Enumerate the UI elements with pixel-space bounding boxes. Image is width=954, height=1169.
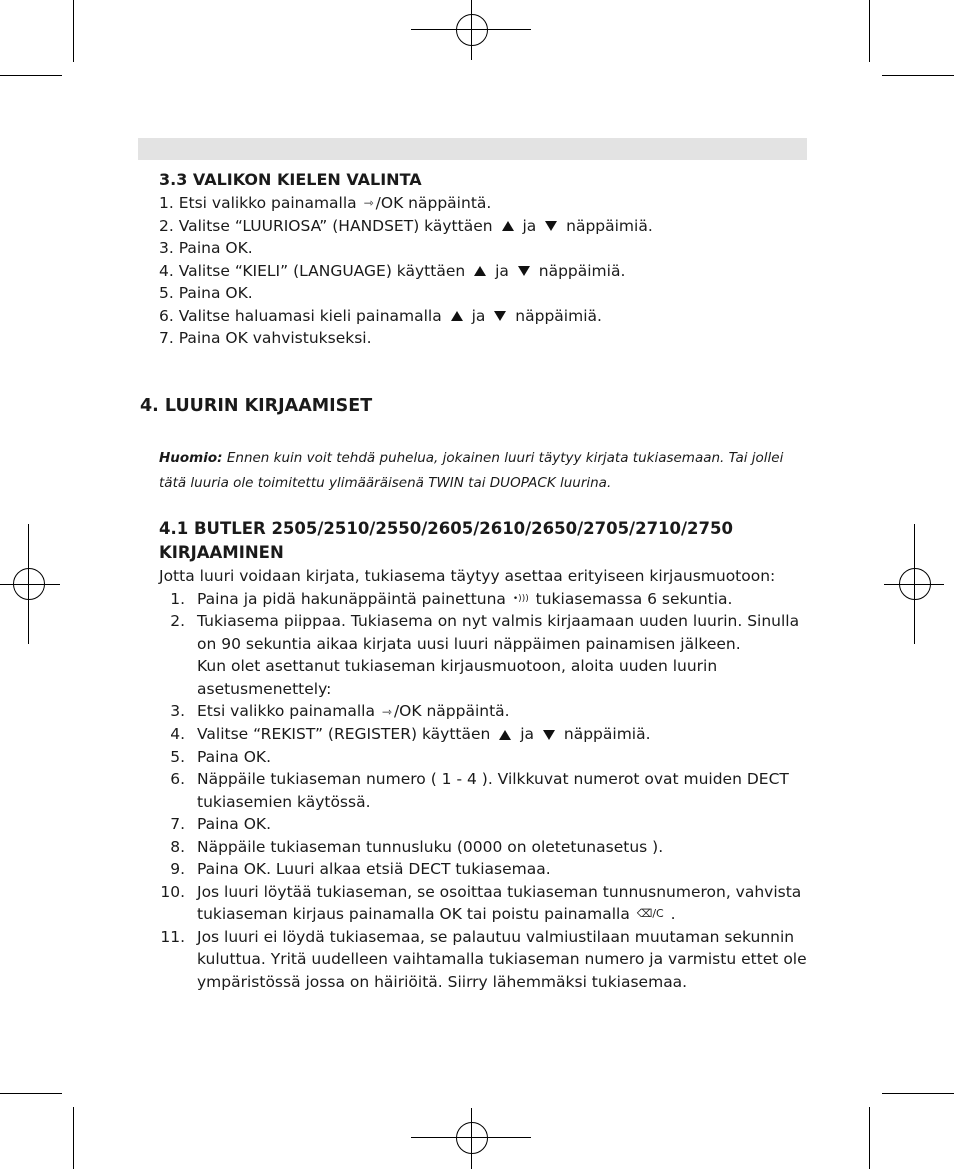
list-item: 1. Paina ja pidä hakunäppäintä painettuna •))) tukiasemassa 6 sekuntia. [159, 588, 809, 611]
list-item: 9. Paina OK. Luuri alkaa etsiä DECT tukiasemaa. [170, 860, 551, 878]
list-item: 8. Näppäile tukiaseman tunnusluku (0000 on oletetunasetus ). [170, 837, 664, 856]
crop-mark [882, 75, 954, 76]
clear-key-icon: ⌫/C [636, 907, 664, 921]
menu-arrow-icon: ⇾ [381, 704, 392, 719]
list-item: 2. Tukiasema piippaa. Tukiasema on nyt valmis kirjaamaan uuden luurin. Sinulla on 90 sekuntia aikaa kirjata uusi luuri näppäimen painamisen jälkeen. Kun olet asettanut tukiaseman kirjausmuotoon, aloita uuden luurin asetusmenettely: [170, 612, 800, 698]
down-arrow-icon [543, 730, 555, 740]
list-item: 3. Etsi valikko painamalla ⇾ /OK näppäintä. [159, 700, 809, 723]
section-title: 4.1 BUTLER 2505/2510/2550/2605/2610/2650/2705/2710/2750 [159, 519, 733, 538]
list-item: 7. Paina OK. [170, 815, 271, 833]
up-arrow-icon [499, 730, 511, 740]
up-arrow-icon [474, 266, 486, 276]
menu-arrow-icon: ⇾ [363, 196, 374, 211]
up-arrow-icon [502, 221, 514, 231]
section-title: 3.3 VALIKON KIELEN VALINTA [159, 170, 422, 189]
list-item: 6. Näppäile tukiaseman numero ( 1 - 4 ). Vilkkuvat numerot ovat muiden DECT tukiasemien käytössä. [170, 770, 789, 811]
crop-mark [869, 0, 870, 62]
list-item: 5. Paina OK. [170, 747, 271, 766]
crop-mark [869, 1107, 870, 1169]
section-3-3 [159, 169, 809, 350]
header-band [138, 138, 807, 160]
crop-mark [882, 1093, 954, 1094]
section-heading: 4. LUURIN KIRJAAMISET [140, 396, 373, 416]
down-arrow-icon [494, 311, 506, 321]
registration-mark [914, 524, 915, 644]
registration-mark [456, 14, 488, 46]
crop-mark [73, 1107, 74, 1169]
list-item: 7. Paina OK vahvistukseksi. [159, 329, 372, 348]
down-arrow-icon [518, 266, 530, 276]
list-item: 3. Paina OK. [159, 239, 253, 258]
section-4-1 [159, 516, 809, 993]
down-arrow-icon [545, 221, 557, 231]
note: Huomio: Ennen kuin voit tehdä puhelua, jokainen luuri täytyy kirjata tukiasemaan. Tai jollei tätä luuria ole toimitettu ylimääräisenä TWIN tai DUOPACK luurina. [159, 450, 784, 491]
registration-mark [456, 1122, 488, 1154]
list-item: 11. Jos luuri ei löydä tukiasemaa, se palautuu valmiustilaan muutaman sekunnin kuluttua. Yritä uudelleen vaihtamalla tukiaseman numero ja varmistu ettet ole ympäristössä jossa on häiriöitä. Siirry lähemmäksi tukiasemaa. [160, 927, 807, 991]
list-item: 6. Valitse haluamasi kieli painamalla ja näppäimiä. [159, 306, 602, 325]
registration-mark [471, 1108, 472, 1169]
list-item: 4. Valitse “REKIST” (REGISTER) käyttäen ja näppäimiä. [170, 725, 651, 743]
registration-mark [0, 584, 60, 585]
crop-mark [73, 0, 74, 62]
registration-mark [471, 0, 472, 60]
crop-mark [0, 1093, 62, 1094]
up-arrow-icon [451, 311, 463, 321]
paging-icon: •))) [512, 593, 529, 604]
list-item: 2. Valitse “LUURIOSA” (HANDSET) käyttäen ja näppäimiä. [159, 216, 653, 235]
registration-steps [159, 588, 809, 994]
registration-mark [28, 524, 29, 644]
intro-text: Jotta luuri voidaan kirjata, tukiasema täytyy asettaa erityiseen kirjausmuotoon: [159, 567, 776, 585]
note-label: Huomio: [159, 450, 223, 466]
list-item: 4. Valitse “KIELI” (LANGUAGE) käyttäen ja näppäimiä. [159, 261, 626, 280]
list-item: 1. Etsi valikko painamalla ⇾ /OK näppäintä. [159, 192, 809, 215]
section-title: KIRJAAMINEN [159, 543, 284, 562]
crop-mark [0, 75, 62, 76]
list-item: 5. Paina OK. [159, 284, 253, 303]
list-item: 10. Jos luuri löytää tukiaseman, se osoittaa tukiaseman tunnusnumeron, vahvista tukiaseman kirjaus painamalla OK tai poistu painamalla ⌫/C . [159, 881, 809, 926]
